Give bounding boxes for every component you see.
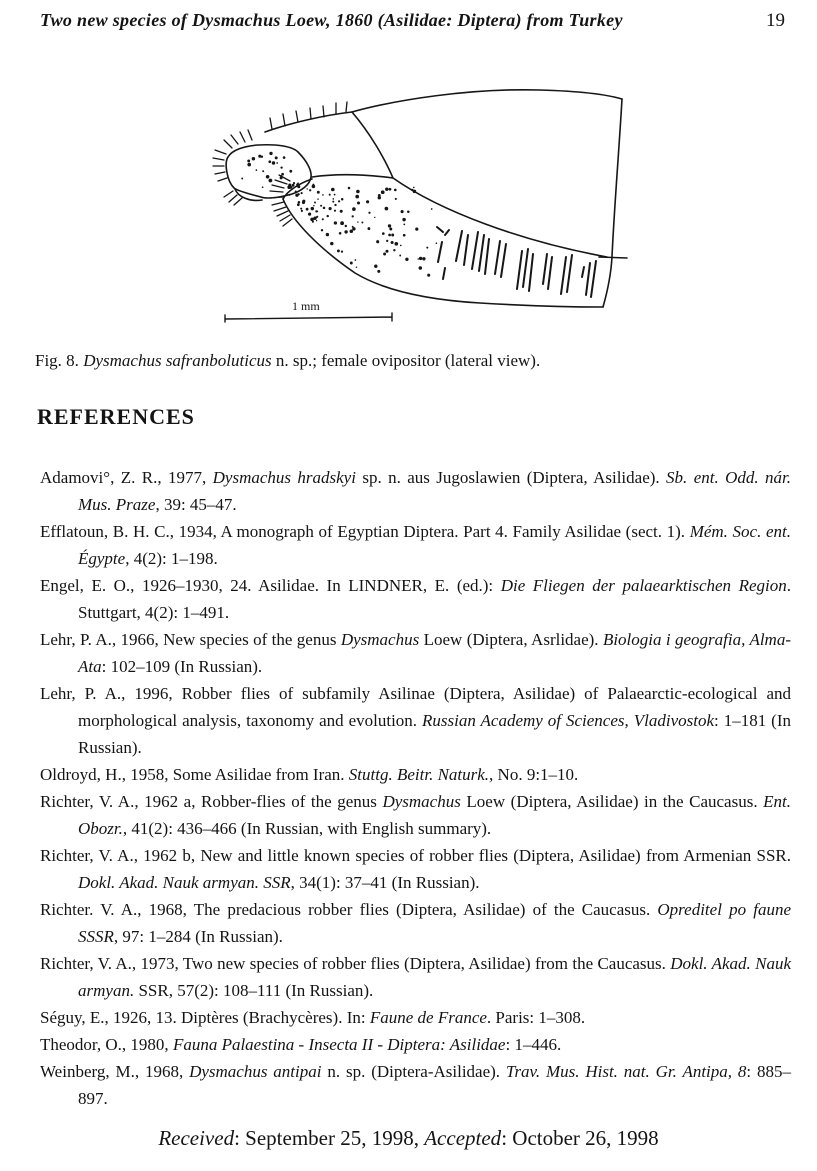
text-segment: , 39: 45–47. xyxy=(155,495,237,514)
text-segment: Engel, E. O., 1926–1930, 24. Asilidae. In LINDNER, E. (ed.): xyxy=(40,576,501,595)
italic-text-segment: Sb. ent. Odd. nár. Mus. Praze xyxy=(78,468,792,514)
italic-text-segment: Dysmachus hradskyi xyxy=(212,468,356,487)
reference-entry xyxy=(40,950,791,1004)
figure-ovipositor xyxy=(140,80,640,332)
reference-entry xyxy=(40,626,791,680)
text-segment: , 41(2): 436–466 (In Russian, with English summary). xyxy=(122,819,492,838)
running-title: Two new species of Dysmachus Loew, 1860 (Asilidae: Diptera) from Turkey xyxy=(40,10,623,30)
text-segment: : 1–446. xyxy=(505,1035,562,1054)
scale-bar xyxy=(225,299,392,322)
text-segment: sp. n. aus Jugoslawien (Diptera, Asilidae). xyxy=(355,468,667,487)
figure-outline xyxy=(235,90,627,307)
italic-text-segment: Stuttg. Beitr. Naturk. xyxy=(348,765,490,784)
text-segment: Adamovi°, Z. R., 1977, xyxy=(40,468,213,487)
page-header xyxy=(40,10,793,32)
text-segment: Theodor, O., 1980, xyxy=(40,1035,173,1054)
reference-entry xyxy=(40,518,791,572)
reference-entry xyxy=(40,1004,791,1031)
italic-text-segment: Russian Academy of Sciences, Vladivostok xyxy=(422,711,715,730)
text-segment: Richter, V. A., 1962 a, Robber-flies of the genus xyxy=(40,792,383,811)
text-segment: Richter, V. A., 1973, Two new species of robber flies (Diptera, Asilidae) from the Caucasus. xyxy=(40,954,671,973)
figure-caption xyxy=(35,351,777,371)
text-segment: Loew (Diptera, Asilidae) in the Caucasus. xyxy=(460,792,764,811)
reference-entry xyxy=(40,788,791,842)
reference-entry xyxy=(40,680,791,761)
reference-entry xyxy=(40,1031,791,1058)
text-segment: Richter. V. A., 1968, The predacious robber flies (Diptera, Asilidae) of the Caucasus. xyxy=(40,900,658,919)
reference-entry xyxy=(40,842,791,896)
reference-entry xyxy=(40,1058,791,1112)
text-segment: Fig. 8. xyxy=(35,351,84,370)
text-segment: : 1–181 (In Russian). xyxy=(78,711,792,757)
text-segment: : September 25, 1998, xyxy=(234,1126,425,1150)
reference-entry xyxy=(40,464,791,518)
italic-text-segment: Accepted xyxy=(424,1126,502,1150)
italic-text-segment: Biologia i geografia, Alma-Ata xyxy=(78,630,791,676)
text-segment: Weinberg, M., 1968, xyxy=(40,1062,190,1081)
italic-text-segment: Dysmachus xyxy=(340,630,420,649)
text-segment: n. sp.; female ovipositor (lateral view). xyxy=(271,351,541,370)
text-segment: n. sp. (Diptera-Asilidae). xyxy=(321,1062,506,1081)
text-segment: Séguy, E., 1926, 13. Diptères (Brachycères). In: xyxy=(40,1008,370,1027)
italic-text-segment: Mém. Soc. ent. Égypte xyxy=(78,522,791,568)
italic-text-segment: Dysmachus xyxy=(382,792,461,811)
page-number: 19 xyxy=(766,10,785,31)
text-segment: Oldroyd, H., 1958, Some Asilidae from Iran. xyxy=(40,765,349,784)
text-segment: Lehr, P. A., 1966, New species of the genus xyxy=(40,630,341,649)
bristle-hairs xyxy=(213,102,347,226)
text-segment: Richter, V. A., 1962 b, New and little known species of robber flies (Diptera, Asilidae) from Armenian SSR. xyxy=(40,846,791,865)
stipple-dots xyxy=(241,152,437,277)
text-segment: Loew (Diptera, Asrlidae). xyxy=(419,630,603,649)
ovipositor-drawing xyxy=(140,80,640,332)
reference-entry xyxy=(40,896,791,950)
text-segment: : 885–897. xyxy=(78,1062,791,1108)
text-segment: , 4(2): 1–198. xyxy=(125,549,218,568)
references-list xyxy=(40,464,791,1112)
italic-text-segment: Dysmachus safranboluticus xyxy=(83,351,272,370)
italic-text-segment: Dokl. Akad. Nauk armyan. xyxy=(78,954,791,1000)
text-segment: , 97: 1–284 (In Russian). xyxy=(113,927,283,946)
italic-text-segment: Received xyxy=(158,1126,235,1150)
italic-text-segment: Fauna Palaestina - Insecta II - Diptera: Asilidae xyxy=(172,1035,506,1054)
italic-text-segment: Opreditel po faune SSSR xyxy=(78,900,791,946)
references-heading: REFERENCES xyxy=(37,404,195,429)
italic-text-segment: Dysmachus antipai xyxy=(189,1062,322,1081)
italic-text-segment: Trav. Mus. Hist. nat. Gr. Antipa, 8 xyxy=(505,1062,747,1081)
text-segment: Efflatoun, B. H. C., 1934, A monograph of Egyptian Diptera. Part 4. Family Asilidae (sect. 1). xyxy=(40,522,690,541)
text-segment: Lehr, P. A., 1996, Robber flies of subfamily Asilinae (Diptera, Asilidae) of Palaearctic-ecological and morphological analysis, taxonomy and evolution. xyxy=(40,684,791,730)
text-segment: . Paris: 1–308. xyxy=(486,1008,586,1027)
reference-entry xyxy=(40,572,791,626)
italic-text-segment: Faune de France xyxy=(369,1008,487,1027)
text-segment: , No. 9:1–10. xyxy=(489,765,579,784)
text-segment: . Stuttgart, 4(2): 1–491. xyxy=(78,576,791,622)
hatch-marks xyxy=(437,227,596,297)
reference-entry xyxy=(40,761,791,788)
received-accepted-line xyxy=(0,1126,817,1151)
italic-text-segment: Ent. Obozr. xyxy=(78,792,791,838)
text-segment: : October 26, 1998 xyxy=(501,1126,659,1150)
scale-bar-label: 1 mm xyxy=(292,299,320,313)
text-segment: : 102–109 (In Russian). xyxy=(101,657,263,676)
cercus-outline xyxy=(226,145,311,198)
italic-text-segment: Die Fliegen der palaearktischen Region xyxy=(500,576,787,595)
text-segment: SSR, 57(2): 108–111 (In Russian). xyxy=(134,981,374,1000)
text-segment: , 34(1): 37–41 (In Russian). xyxy=(290,873,480,892)
italic-text-segment: Dokl. Akad. Nauk armyan. SSR xyxy=(78,873,291,892)
